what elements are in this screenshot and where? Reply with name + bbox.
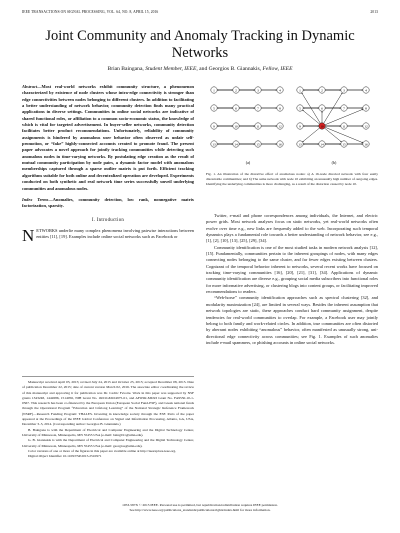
node-label: 5 xyxy=(299,106,301,111)
footnote-color: Color versions of one or more of the figures in this paper are available online at http://ieeexplore.ieee.org. xyxy=(28,448,177,453)
paper-title: Joint Community and Anomaly Tracking in Dynamic Networks xyxy=(45,28,355,61)
node-label: 8 xyxy=(365,106,367,111)
node-label: 2 xyxy=(235,88,237,93)
author-1-role: Student Member, IEEE, xyxy=(145,66,198,72)
node-label: 11 xyxy=(256,124,260,129)
figure-caption: Fig. 1. An illustration of the distortive effect of anomalous nodes: a) A 16-node directed network with four easily discernable communities; and b) The same network with node 10 exhibiting an unusually high number of outgoing edges. Identifying the underlying communities is more challenging, as a result of the distortion caused by node 10. xyxy=(206,172,378,187)
node-label: 6 xyxy=(235,106,237,111)
paragraph-networks: Twitter, e-mail and phone correspondences among individuals, the Internet, and electric power grids. Most network analyses focus on static networks, yet real-world networks often evolve over time e.g., new links are frequently added to the web. Incorporating such temporal dynamics plays a fundamental role towards a better understanding of network behavior, see e.g., [1], [2], [10], [13], [25], [29], [34]. xyxy=(206,213,378,244)
node-label: 3 xyxy=(257,88,259,93)
journal-name: IEEE TRANSACTIONS ON SIGNAL PROCESSING, VOL. 64, NO. 8, APRIL 15, 2016 xyxy=(22,10,159,14)
node-label: 10 xyxy=(234,124,238,129)
copyright-line-1: 1053-587X © 2015 IEEE. Personal use is permitted, but republication/redistribution requires IEEE permission. xyxy=(122,503,278,507)
node-label: 12 xyxy=(278,124,282,129)
intro-paragraph xyxy=(22,225,194,245)
footnote-doi: Digital Object Identifier 10.1109/TSP.2015.2510971 xyxy=(28,454,102,459)
page-number: 2013 xyxy=(370,10,378,14)
node-label: 2 xyxy=(321,88,323,93)
index-terms xyxy=(22,197,194,210)
node-label: 12 xyxy=(364,124,368,129)
node-label: 14 xyxy=(320,142,324,147)
node-label: 13 xyxy=(298,142,302,147)
node-label: 9 xyxy=(299,124,301,129)
copyright-line-2: See http://www.ieee.org/publications_standards/publications/rights/index.html for more information. xyxy=(129,508,271,512)
footnotes xyxy=(22,376,194,459)
node-label: 14 xyxy=(234,142,238,147)
author-line xyxy=(30,66,370,72)
footnote-author-2: G. B. Giannakis is with the Department of Electrical and Computer Engineering and the Digital Technology Center, University of Minnesota, Minneapolis, MN 55455 USA (e-mail: georgios@umn.edu). xyxy=(22,438,194,448)
node-label: 9 xyxy=(213,124,215,129)
node-label: 3 xyxy=(343,88,345,93)
figure-panel-a xyxy=(211,87,283,147)
node-label: 6 xyxy=(321,106,323,111)
anomalous-edge xyxy=(302,128,319,142)
anomalous-edge xyxy=(302,110,319,124)
author-2: and Georgios B. Giannakis, xyxy=(199,66,262,72)
node-label: 10 xyxy=(320,124,324,129)
abstract-lead: Abstract— xyxy=(22,84,42,89)
left-column xyxy=(22,84,194,243)
index-terms-lead: Index Terms— xyxy=(22,196,53,202)
index-terms-text: Anomalies, community detection, low rank, nonnegative matrix factorization, sparsity. xyxy=(22,196,194,209)
node-label: 5 xyxy=(213,106,215,111)
footnote-funding: Manuscript received April 03, 2015; revised July 24, 2015 and October 25, 2015; accepted December 08, 2015. Date of publication December 22, 2015; date of current version March 02, 2016. The associate editor coordinating the review of this manuscript and approving it for publication was Dr. Cedric Fevotte. Work in this paper was supported by NSF grants 1343248, 1442686, 1514056, NIH Grant No. 1R01GM104975-01, and AFOSR-MURI Grant No. FA9550-10-1-0567. This research has been co-financed by the European Union (European Social Fund-ESF), and Greek national funds through the Operational Program “Education and Lifelong Learning” of the National Strategic Reference Framework (NSRF)—Research Funding Program: THALES. Investing in knowledge society through the ESF. Parts of the paper appeared at the Proceedings of the IEEE Global Conference on Signal and Information Processing, Atlanta, GA, USA, December 3–5, 2014. (Corresponding author: Georgios B. Giannakis.) xyxy=(22,380,194,427)
running-header xyxy=(22,10,378,14)
right-column xyxy=(206,213,378,346)
footnote-author-1: B. Baingana is with the Department of Electrical and Computer Engineering and the Digital Technology Center, University of Minnesota, Minneapolis, MN 55455 USA (e-mail: baing011@umn.edu). xyxy=(22,427,194,437)
node-label: 7 xyxy=(343,106,345,111)
node-label: 1 xyxy=(299,88,301,93)
node-label: 1 xyxy=(213,88,215,93)
figure-panel-b xyxy=(297,87,369,147)
node-label: 8 xyxy=(279,106,281,111)
author-2-role: Fellow, IEEE xyxy=(262,66,293,72)
paragraph-community: Community identification is one of the most studied tasks in modern network analysis [12], [15]. Fundamentally, communities pertain to the inherent groupings of nodes, with many edges connecting nodes belonging to the same cluster, and far fewer edges existing between clusters. Cognizant of the temporal behavior inherent to networks, several recent works have focused on tracking time-varying communities [16], [20], [21], [31], [34]. Applications of dynamic community identification are diverse e.g., grouping social media subscribers into functional roles for more informative advertising, or clustering blogs into content groups, or facilitating improved recommendations to readers. xyxy=(206,244,378,295)
node-label: 16 xyxy=(364,142,368,147)
intro-text: ETWORKS underlie many complex phenomena involving pairwise interactions between entities [11], [19]. Examples include online social networks such as Facebook or xyxy=(36,227,194,240)
node-label: 15 xyxy=(342,142,346,147)
author-1: Brian Baingana, xyxy=(107,66,144,72)
node-label: 15 xyxy=(256,142,260,147)
node-label: 13 xyxy=(212,142,216,147)
drop-cap: N xyxy=(22,225,35,245)
node-label: 4 xyxy=(279,88,281,93)
abstract xyxy=(22,84,194,192)
paragraph-approaches: “Web-horse” community identification approaches such as spectral clustering [32], and modularity maximization [24], are limited in several ways. Besides the inherent assumption that network topologies are static, these approaches conduct hard community assignment, despite tendencies for real-world communities to overlap. For example, a Facebook user may jointly belong to both family and work-related circles. In addition, true communities are often distorted by aberrant nodes exhibiting “anomalous” behavior, often manifested as unusually strong, uni-directional edge connectivity across communities; see Fig. 1. Examples of such anomalies include e-mail spammers, or phishing accounts in online social networks. xyxy=(206,295,378,345)
anomalous-edge xyxy=(325,127,363,143)
copyright-footer xyxy=(22,503,378,513)
node-label: 4 xyxy=(365,88,367,93)
anomalous-edge xyxy=(324,128,341,142)
node-label: 11 xyxy=(342,124,346,129)
abstract-text: Most real-world networks exhibit community structure, a phenomenon characterized by existence of node clusters whose intra-edge connectivity is stronger than edge connectivities between nodes belonging to different clusters. In addition to facilitating a better understanding of network behavior, community detection finds many practical applications in diverse settings. Communities in online social networks are indicative of shared functional roles, or affiliation to a common socio-economic status, the knowledge of which is vital for targeted advertisement. In buyer-seller networks, community detection facilitates better product recommendations. Unfortunately, reliability of community assignments is hindered by anomalous user behavior often observed as unfair self-promotion, or “fake” highly-connected accounts created to promote fraud. The present paper advocates a novel approach for jointly tracking communities while detecting such anomalous nodes in time-varying networks. By postulating edge creation as the result of mutual community participation by node pairs, a dynamic factor model with anomalous memberships captured through a sparse outlier matrix is put forth. Efficient tracking algorithms suitable for both online and decentralized operation are developed. Experiments conducted on both synthetic and real network time series successfully unveil underlying communities and anomalous nodes. xyxy=(22,84,194,191)
panel-a-label: (a) xyxy=(245,160,251,165)
node-label: 16 xyxy=(278,142,282,147)
panel-b-label: (b) xyxy=(331,160,337,165)
section-heading: I. Introduction xyxy=(91,217,125,223)
node-label: 7 xyxy=(257,106,259,111)
figure-1-network-diagram xyxy=(206,84,378,166)
